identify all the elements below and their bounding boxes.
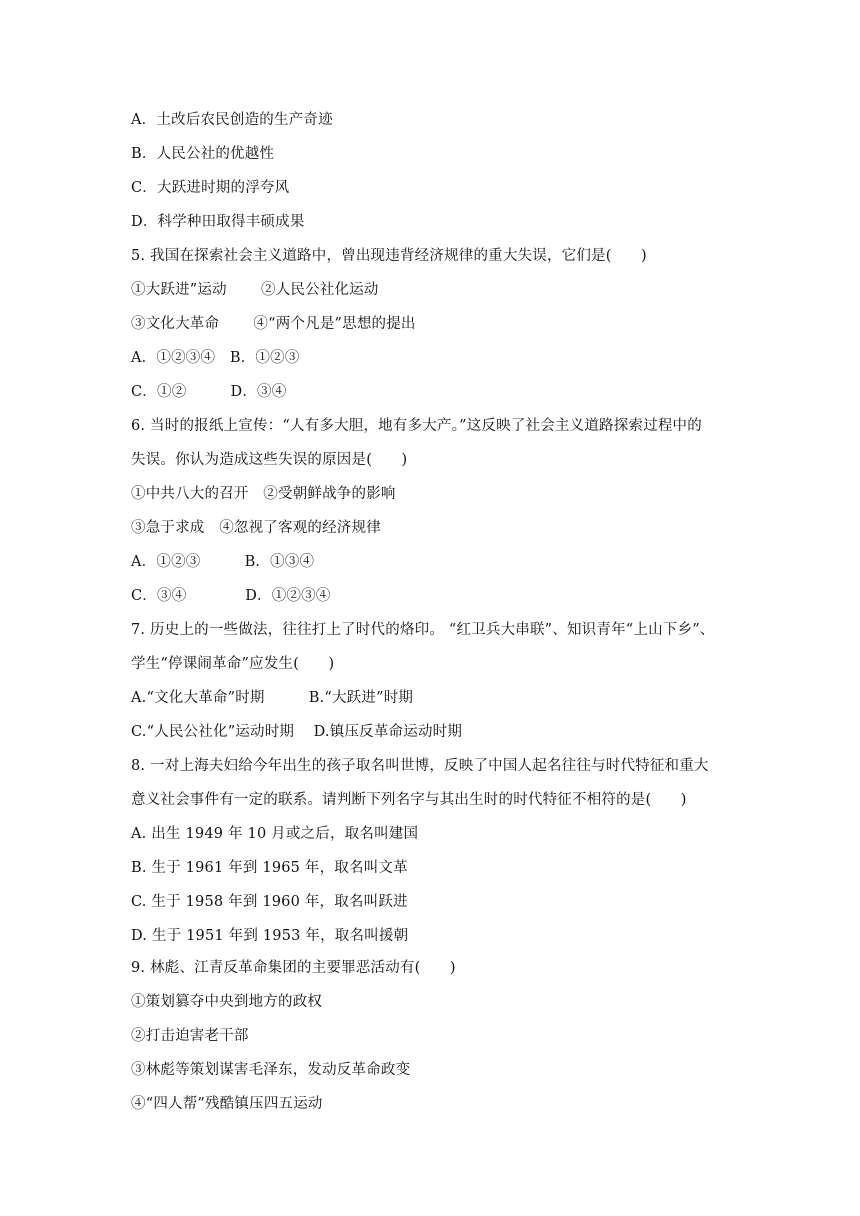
question-5-options-cd: C．①② D．③④ (131, 384, 287, 400)
question-9-item-2: ②打击迫害老干部 (131, 1028, 249, 1044)
question-6-stem-line-1: 6. 当时的报纸上宣传：“人有多大胆，地有多大产。”这反映了社会主义道路探索过程中的 (131, 418, 702, 434)
question-8-stem-line-2: 意义社会事件有一定的联系。请判断下列名字与其出生时的时代特征不相符的是( ) (131, 792, 687, 808)
question-5-stem: 5. 我国在探索社会主义道路中，曾出现违背经济规律的重大失误，它们是( ) (131, 248, 647, 264)
question-7-stem-line-1: 7. 历史上的一些做法，往往打上了时代的烙印。 “红卫兵大串联”、知识青年“上山下乡”、 (131, 622, 715, 638)
question-6-item-1-2: ①中共八大的召开 ②受朝鲜战争的影响 (131, 486, 396, 502)
option-4d: D．科学种田取得丰硕成果 (131, 214, 305, 230)
question-5-item-3-4: ③文化大革命 ④“两个凡是”思想的提出 (131, 316, 416, 332)
question-8-option-c: C. 生于 1958 年到 1960 年，取名叫跃进 (131, 894, 408, 910)
option-4c: C．大跃进时期的浮夸风 (131, 180, 290, 196)
question-5-item-1-2: ①大跃进”运动 ②人民公社化运动 (131, 282, 379, 298)
question-9-stem: 9. 林彪、江青反革命集团的主要罪恶活动有( ) (131, 960, 456, 976)
question-9-item-1: ①策划篡夺中央到地方的政权 (131, 994, 323, 1010)
question-7-options-cd: C.“人民公社化”运动时期 D.镇压反革命运动时期 (131, 724, 463, 740)
option-4a: A．土改后农民创造的生产奇迹 (131, 112, 333, 128)
question-8-option-d: D. 生于 1951 年到 1953 年，取名叫援朝 (131, 928, 409, 944)
question-6-options-cd: C．③④ D．①②③④ (131, 588, 331, 604)
question-8-stem-line-1: 8. 一对上海夫妇给今年出生的孩子取名叫世博，反映了中国人起名往往与时代特征和重大 (131, 758, 709, 774)
question-6-stem-line-2: 失误。你认为造成这些失误的原因是( ) (131, 452, 408, 468)
question-7-stem-line-2: 学生“停课闹革命”应发生( ) (131, 656, 335, 672)
question-5-options-ab: A．①②③④ B．①②③ (131, 350, 300, 366)
question-7-options-ab: A.“文化大革命”时期 B.“大跃进”时期 (131, 690, 414, 706)
question-6-options-ab: A．①②③ B．①③④ (131, 554, 315, 570)
question-6-item-3-4: ③急于求成 ④忽视了客观的经济规律 (131, 520, 381, 536)
question-9-item-4: ④“四人帮”残酷镇压四五运动 (131, 1096, 323, 1112)
question-8-option-a: A. 出生 1949 年 10 月或之后，取名叫建国 (131, 826, 419, 842)
question-9-item-3: ③林彪等策划谋害毛泽东，发动反革命政变 (131, 1062, 411, 1078)
question-8-option-b: B. 生于 1961 年到 1965 年，取名叫文革 (131, 860, 408, 876)
option-4b: B．人民公社的优越性 (131, 146, 275, 162)
